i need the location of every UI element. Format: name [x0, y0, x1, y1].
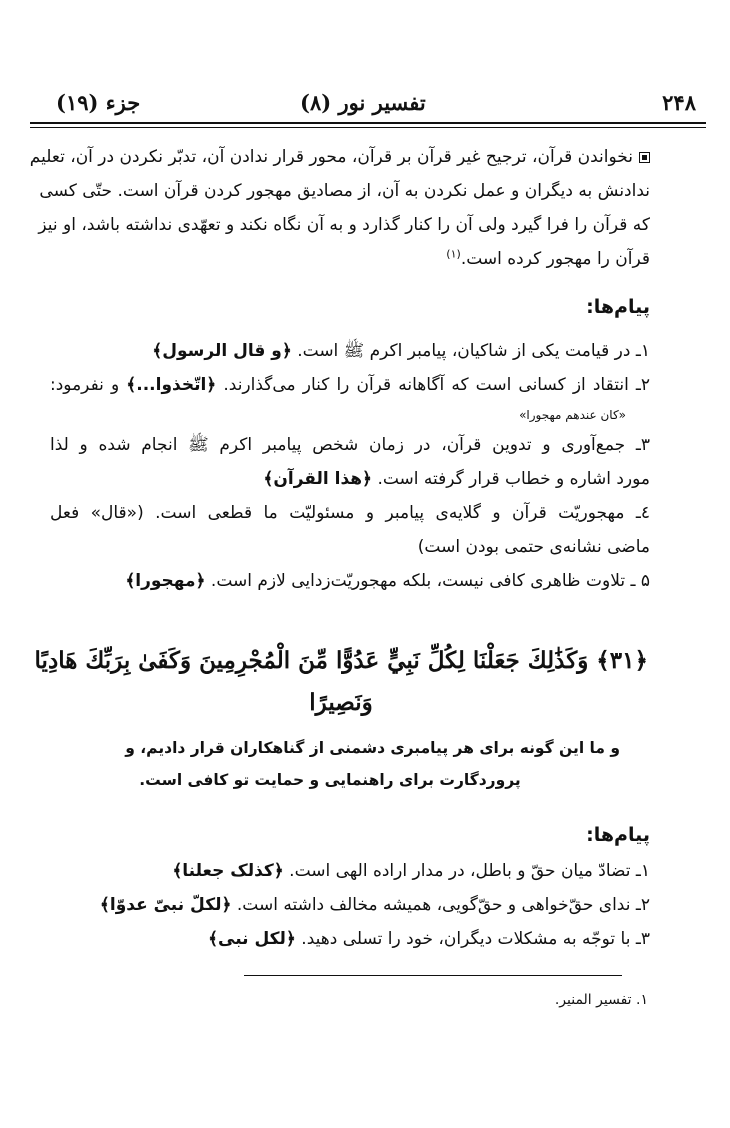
list-item: ۲ـ ندای حقّ‌خواهی و حقّ‌گویی، همیشه مخالف داشته است. ﴿لکلّ نبیّ عدوّا﴾ — [99, 895, 650, 915]
page-number: ۲۴۸ — [662, 90, 696, 115]
paragraph-line: ندادنش به دیگران و عمل نکردن به آن، از مصادیق مهجور کردن قرآن است. حتّی کسی — [39, 181, 650, 201]
list-item: مورد اشاره و خطاب قرار گرفته است. ﴿هذا القرآن﴾ — [263, 469, 650, 489]
quran-quote: ﴿مهجورا﴾ — [125, 571, 206, 591]
messages-list — [50, 334, 650, 598]
quran-quote: ﴿کذلک جعلنا﴾ — [172, 861, 284, 881]
footnote-rule — [244, 975, 622, 976]
messages-list — [50, 854, 650, 956]
section-heading: پیام‌ها: — [586, 824, 650, 846]
list-item: «کان عندهم مهجورا» — [519, 408, 626, 422]
translation-line: و ما این گونه برای هر پیامبری دشمنی از گناهکاران قرار دادیم، و — [125, 739, 620, 757]
page-header — [30, 86, 706, 122]
quran-verse — [24, 640, 648, 724]
verse-translation — [40, 732, 620, 796]
list-item: ٤ـ مهجوریّت قرآن و گلایه‌ی پیامبر و مسئولیّت ما قطعی است. («قال» فعل — [50, 503, 650, 523]
list-item: ۱ـ تضادّ میان حقّ و باطل، در مدار اراده الهی است. ﴿کذلک جعلنا﴾ — [172, 861, 650, 881]
juz-label: جزء (۱۹) — [56, 90, 141, 115]
header-rule-thin — [30, 127, 706, 128]
header-rule — [30, 122, 706, 124]
section-heading: پیام‌ها: — [586, 296, 650, 318]
paragraph-line: که قرآن را فرا گیرد ولی آن را کنار گذارد و به آن نگاه نکند و تعهّدی نداشته باشد، او نیز — [38, 215, 650, 235]
square-bullet-icon — [639, 152, 650, 163]
book-title: تفسیر نور (۸) — [300, 90, 426, 115]
list-item: ۱ـ در قیامت یکی از شاکیان، پیامبر اکرم ﷺ است. ﴿و قال الرسول﴾ — [152, 341, 650, 361]
list-item: ماضی نشانه‌ی حتمی بودن است) — [417, 537, 650, 557]
list-item: ۲ـ انتقاد از کسانی است که آگاهانه قرآن را کنار می‌گذارند. ﴿اتّخذوا...﴾ و نفرمود: — [50, 375, 650, 395]
quran-quote: ﴿و قال الرسول﴾ — [152, 341, 292, 361]
paragraph-line: قرآن را مهجور کرده است.$^{(۱)}$ — [446, 247, 650, 269]
translation-line: پروردگارت برای راهنمایی و حمایت تو کافی است. — [139, 771, 521, 789]
quran-quote: ﴿اتّخذوا...﴾ — [126, 375, 217, 395]
footnote: ۱. تفسیر المنیر. — [554, 992, 648, 1008]
intro-paragraph — [29, 140, 650, 276]
quran-quote: ﴿لکلّ نبیّ عدوّا﴾ — [99, 895, 232, 915]
paragraph-line: نخواندن قرآن، ترجیح غیر قرآن بر قرآن، محور قرار ندادن آن، تدبّر نکردن در آن، تعلیم — [50, 140, 650, 174]
list-item: ۳ـ با توجّه به مشکلات دیگران، خود را تسلی دهید. ﴿لکل نبی﴾ — [208, 929, 650, 949]
footnote-ref[interactable]: (۱) — [446, 247, 461, 261]
list-item: ۵ ـ تلاوت ظاهری کافی نیست، بلکه مهجوریّت‌زدایی لازم است. ﴿مهجورا﴾ — [125, 571, 650, 591]
verse-line: ﴿۳۱﴾ وَكَذَٰلِكَ جَعَلْنَا لِكُلِّ نَبِيٍّ عَدُوًّا مِّنَ الْمُجْرِمِينَ وَكَفَىٰ بِرَبِّكَ هَادِيًا — [34, 647, 648, 674]
quran-quote: ﴿لکل نبی﴾ — [208, 929, 296, 949]
list-item: ۳ـ جمع‌آوری و تدوین قرآن، در زمان شخص پیامبر اکرم ﷺ انجام شده و لذا — [50, 435, 650, 455]
verse-line: وَنَصِيرًا — [309, 689, 373, 716]
quran-quote: ﴿هذا القرآن﴾ — [263, 469, 373, 489]
